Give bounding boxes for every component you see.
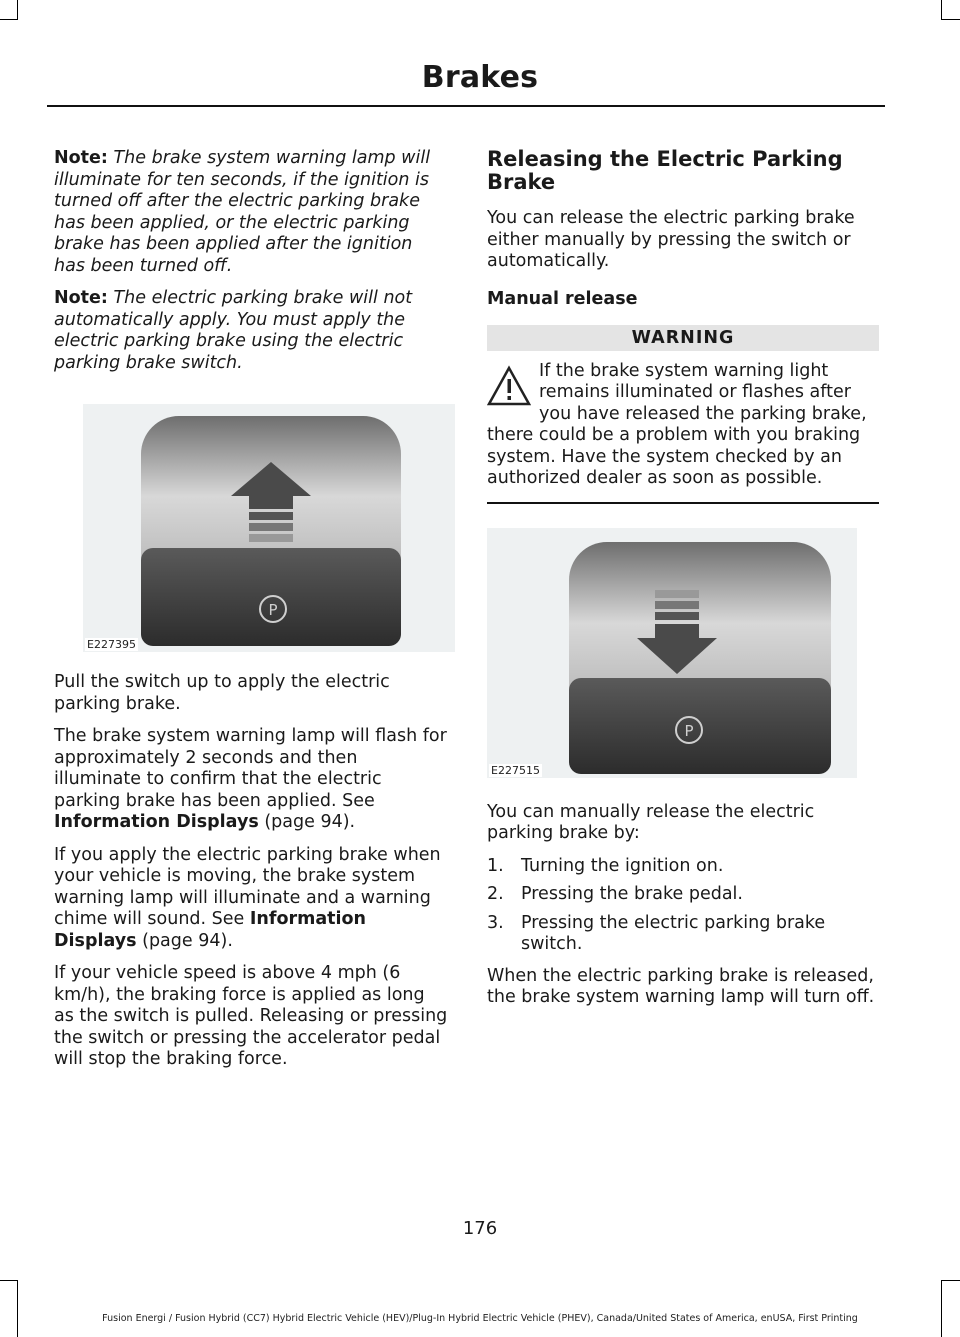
- apply-switch-figure: [83, 404, 455, 652]
- information-displays-link[interactable]: Information Displays: [54, 812, 259, 832]
- crop-mark-bottom-left-h: [0, 1280, 18, 1281]
- footer-text: Fusion Energi / Fusion Hybrid (CC7) Hybrid Electric Vehicle (HEV)/Plug-In Hybrid Electric Vehicle (PHEV), Canada/United States of America, enUSA, First Printing: [102, 1313, 858, 1324]
- paragraph: If you apply the electric parking brake when your vehicle is moving, the brake system warning lamp will illuminate and a warning chime will sound. See Information Displays (page 94).: [54, 844, 441, 951]
- crop-mark-bottom-left: [17, 1280, 18, 1337]
- note-2-text: The electric parking brake will not automatically apply. You must apply the electric parking brake using the electric parking brake switch.: [54, 288, 413, 373]
- svg-text:P: P: [268, 601, 278, 619]
- information-displays-link[interactable]: Information Displays: [54, 909, 366, 951]
- paragraph: You can release the electric parking brake either manually by pressing the switch or automatically.: [487, 208, 855, 271]
- list-item: 2. Pressing the brake pedal.: [487, 884, 743, 904]
- page-title: Brakes: [421, 60, 539, 95]
- paragraph: You can manually release the electric parking brake by:: [487, 801, 815, 843]
- release-switch-illustration: [487, 528, 857, 778]
- warning-box: [487, 361, 879, 490]
- crop-mark-top-right: [941, 0, 942, 20]
- page-number: 176: [462, 1218, 498, 1239]
- paragraph: The brake system warning lamp will flash for approximately 2 seconds and then illuminate to confirm that the electric parking brake has been applied. See Information Displays (page 94).: [54, 726, 447, 832]
- right-column: [487, 148, 879, 1020]
- warning-triangle-icon: [487, 365, 531, 407]
- figure-code: E227395: [87, 638, 136, 651]
- warning-text: If the brake system warning light remains illuminated or flashes after you have released the parking brake, there could be a problem with you braking system. Have the system checked by an authorized dealer as soon as possible.: [487, 360, 867, 488]
- release-steps-list: [487, 856, 879, 956]
- subheading: Manual release: [487, 288, 638, 309]
- header-divider: [47, 105, 885, 107]
- svg-text:P: P: [684, 721, 694, 740]
- note-1-text: The brake system warning lamp will illuminate for ten seconds, if the ignition is turned off after the electric parking brake has been applied, or the electric parking brake has been applied after the ignition has been turned off.: [54, 148, 431, 276]
- crop-mark-bottom-right-h: [941, 1280, 960, 1281]
- crop-mark-bottom-right: [941, 1280, 942, 1337]
- figure-code: E227515: [491, 763, 540, 777]
- paragraph: When the electric parking brake is released, the brake system warning lamp will turn off.: [487, 965, 875, 1007]
- crop-mark-top-left-h: [0, 19, 18, 20]
- list-item: 1. Turning the ignition on.: [487, 855, 724, 876]
- left-column: [54, 148, 448, 1082]
- list-item: 3. Pressing the electric parking brake switch.: [487, 912, 826, 954]
- note-1-label: Note:: [54, 148, 108, 168]
- paragraph: If your vehicle speed is above 4 mph (6 km/h), the braking force is applied as long as the switch is pulled. Releasing or pressing the switch or pressing the accelerator pedal will stop the braking force.: [54, 963, 448, 1069]
- note-2: [54, 288, 448, 374]
- warning-divider: [487, 502, 879, 504]
- section-heading: Releasing the Electric Parking Brake: [487, 147, 843, 194]
- release-switch-figure: [487, 528, 857, 778]
- crop-mark-top-right-h: [941, 19, 960, 20]
- note-2-label: Note:: [54, 288, 108, 308]
- warning-label: WARNING: [487, 325, 879, 351]
- apply-switch-illustration: [83, 404, 455, 652]
- crop-mark-top-left: [17, 0, 18, 20]
- paragraph: Pull the switch up to apply the electric parking brake.: [54, 672, 390, 714]
- note-1: [54, 148, 448, 277]
